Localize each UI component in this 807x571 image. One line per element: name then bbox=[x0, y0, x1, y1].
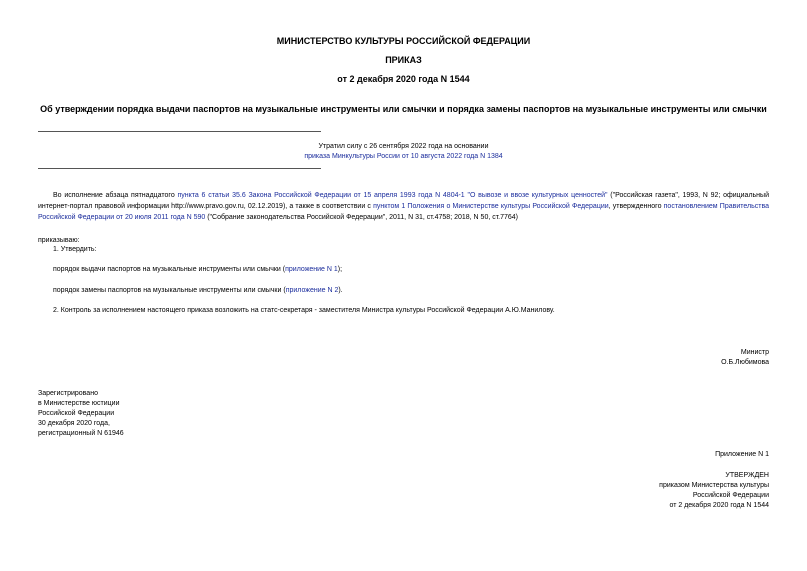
appendix-label: Приложение N 1 bbox=[715, 451, 769, 458]
registration-line-2: в Министерстве юстиции bbox=[38, 400, 120, 407]
sub-item-replace-text: порядок замены паспортов на музыкальные инструменты или смычки ( bbox=[53, 287, 286, 294]
item-1: 1. Утвердить: bbox=[53, 246, 97, 253]
order-word: приказываю: bbox=[38, 237, 80, 244]
registration-line-4: 30 декабря 2020 года, bbox=[38, 420, 110, 427]
signature-name: О.Б.Любимова bbox=[721, 359, 769, 366]
sub-item-replace-end: ). bbox=[338, 287, 343, 294]
preamble-text-2: ("Российская газета", 1993, N 92; официальный интернет-портал правовой информации http://www.pravo.gov.ru, 02.12.2019), а также в соответствии с bbox=[38, 192, 769, 210]
sub-item-issue-text: порядок выдачи паспортов на музыкальные инструменты или смычки ( bbox=[53, 266, 286, 273]
preamble-paragraph bbox=[38, 190, 769, 223]
appendix-2-link[interactable]: приложение N 2 bbox=[285, 287, 339, 294]
sub-item-issue bbox=[53, 264, 342, 275]
date-number-heading: от 2 декабря 2020 года N 1544 bbox=[337, 74, 470, 84]
item-2: 2. Контроль за исполнением настоящего приказа возложить на статс-секретаря - заместителя Министра культуры Российской Федерации А.Ю.Манилову. bbox=[53, 307, 555, 314]
preamble-text-3: , утвержденного bbox=[608, 203, 664, 210]
law-link[interactable]: пункта 6 статьи 35.6 Закона Российской Федерации от 15 апреля 1993 года N 4804-1 "О вывозе и ввозе культурных ценностей" bbox=[177, 192, 608, 199]
registration-line-3: Российской Федерации bbox=[38, 410, 115, 417]
preamble-text-4: ("Собрание законодательства Российской Федерации", 2011, N 31, ст.4758; 2018, N 50, ст.7764) bbox=[205, 214, 519, 221]
divider-top bbox=[38, 131, 321, 132]
preamble-text-1: Во исполнение абзаца пятнадцатого bbox=[53, 192, 178, 199]
document-title: Об утверждении порядка выдачи паспортов на музыкальные инструменты или смычки и порядка замены паспортов на музыкальные инструменты или смычки bbox=[40, 104, 767, 114]
revocation-note: Утратил силу с 26 сентября 2022 года на основании bbox=[318, 143, 489, 150]
divider-bottom bbox=[38, 168, 321, 169]
registration-line-5: регистрационный N 61946 bbox=[38, 430, 124, 437]
regulation-link[interactable]: пунктом 1 Положения о Министерстве культуры Российской Федерации bbox=[373, 203, 609, 210]
ministry-heading: МИНИСТЕРСТВО КУЛЬТУРЫ РОССИЙСКОЙ ФЕДЕРАЦИИ bbox=[276, 36, 531, 46]
sub-item-replace bbox=[53, 285, 343, 296]
signature-block bbox=[721, 348, 769, 368]
revocation-link[interactable]: приказа Минкультуры России от 10 августа 2022 года N 1384 bbox=[304, 153, 503, 160]
approval-line-3: от 2 декабря 2020 года N 1544 bbox=[669, 502, 769, 509]
doc-type-heading: ПРИКАЗ bbox=[385, 55, 422, 65]
appendix-1-link[interactable]: приложение N 1 bbox=[285, 266, 338, 273]
registration-line-1: Зарегистрировано bbox=[38, 390, 98, 397]
approval-line-2: Российской Федерации bbox=[692, 492, 769, 499]
resolution-link[interactable]: постановлением Правительства Российской Федерации от 20 июля 2011 года N 590 bbox=[38, 203, 769, 221]
approval-line-1: приказом Министерства культуры bbox=[659, 482, 769, 489]
approval-heading: УТВЕРЖДЕН bbox=[725, 472, 769, 479]
registration-block bbox=[38, 389, 124, 439]
signature-position: Министр bbox=[740, 349, 769, 356]
sub-item-issue-end: ); bbox=[337, 266, 343, 273]
approval-block bbox=[659, 471, 769, 511]
